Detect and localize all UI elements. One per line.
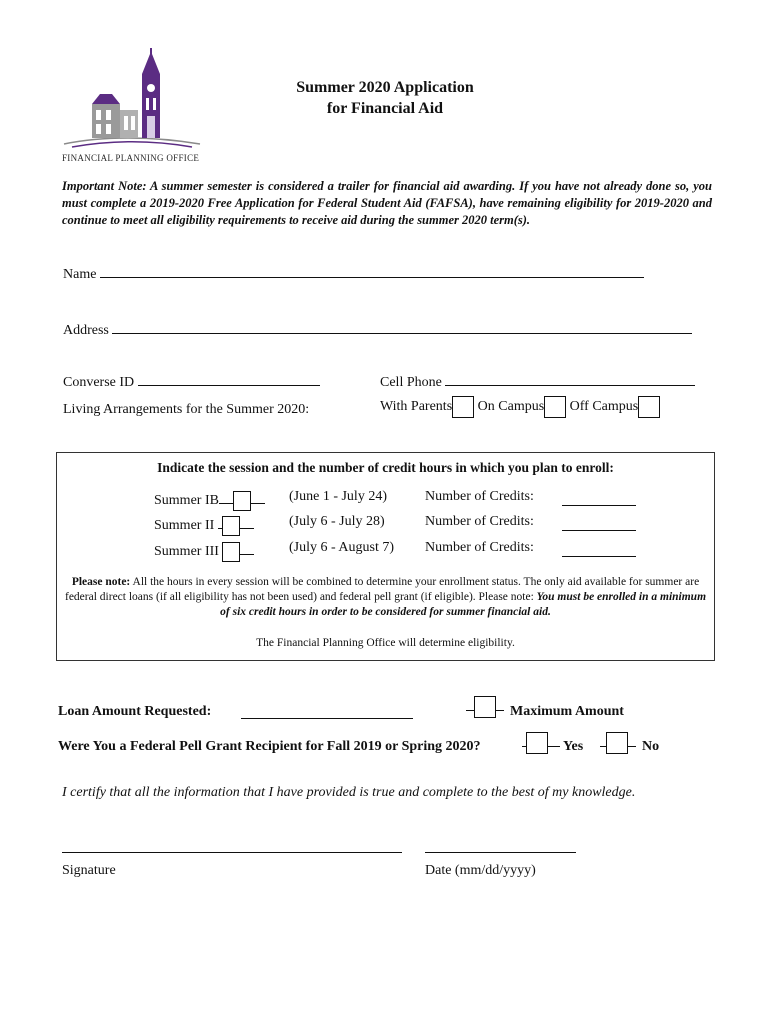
with-parents-checkbox[interactable]	[452, 396, 474, 418]
session-checkbox[interactable]	[222, 542, 240, 562]
pell-yes-label: Yes	[563, 739, 584, 754]
loan-label: Loan Amount Requested:	[58, 704, 212, 719]
please-note-emph-a: You must	[536, 591, 581, 603]
off-campus-checkbox[interactable]	[638, 396, 660, 418]
converse-id-field[interactable]	[138, 371, 320, 386]
session-row	[154, 540, 254, 562]
credits-field[interactable]	[562, 516, 636, 531]
address-label: Address	[63, 323, 109, 338]
sessions-panel	[56, 452, 715, 661]
credits-field[interactable]	[562, 491, 636, 506]
max-amount-group	[466, 696, 504, 718]
sessions-heading: Indicate the session and the number of credit hours in which you plan to enroll:	[157, 460, 614, 475]
credits-label: Number of Credits:	[425, 489, 534, 504]
session-name: Summer IB	[154, 493, 219, 508]
session-dates: (June 1 - July 24)	[289, 489, 387, 504]
name-label: Name	[63, 267, 97, 282]
converse-id-row	[63, 371, 320, 391]
certify-statement: I certify that all the information that I have provided is true and complete to the best of my knowledge.	[62, 785, 636, 800]
living-options	[380, 396, 660, 418]
credits-label: Number of Credits:	[425, 514, 534, 529]
page-title: Summer 2020 Application	[296, 79, 474, 96]
loan-amount-field[interactable]	[241, 704, 413, 719]
session-checkbox[interactable]	[233, 491, 251, 511]
session-dates: (July 6 - July 28)	[289, 514, 385, 529]
on-campus-label: On Campus	[477, 399, 545, 415]
off-campus-label: Off Campus	[569, 399, 639, 415]
please-note	[65, 575, 706, 620]
cell-phone-field[interactable]	[445, 371, 695, 386]
please-note-text: All the hours in every session will be combined to determine your enrollment status. The only aid available for summer are federal direct loans (if all eligibility has not been used) and federal pell grant (if eligible). Please note:	[65, 576, 700, 603]
signature-field[interactable]	[62, 838, 402, 853]
converse-id-label: Converse ID	[63, 375, 135, 390]
page-subtitle: for Financial Aid	[326, 100, 444, 117]
with-parents-label: With Parents	[380, 399, 453, 415]
eligibility-note: The Financial Planning Office will determine eligibility.	[256, 637, 515, 649]
session-checkbox[interactable]	[222, 516, 240, 536]
date-field[interactable]	[425, 838, 576, 853]
living-label: Living Arrangements for the Summer 2020:	[63, 402, 310, 417]
pell-no-group	[600, 732, 636, 754]
name-row	[63, 263, 644, 283]
pell-yes-group	[522, 732, 560, 754]
pell-question: Were You a Federal Pell Grant Recipient for Fall 2019 or Spring 2020?	[58, 739, 481, 754]
date-label: Date (mm/dd/yyyy)	[425, 863, 536, 878]
session-name: Summer III	[154, 544, 219, 559]
important-note: Important Note: A summer semester is considered a trailer for financial aid awarding. If you have not already done so, you must complete a 2019-2020 Free Application for Federal Student Aid (FAFSA), have remaining eligibility for 2019-2020 and continue to meet all eligibility requirements to receive aid during the summer 2020 term(s).	[62, 179, 712, 227]
address-row	[63, 319, 692, 339]
credits-label: Number of Credits:	[425, 540, 534, 555]
please-note-label: Please note:	[71, 576, 131, 588]
credits-field[interactable]	[562, 542, 636, 557]
signature-label: Signature	[62, 863, 116, 878]
please-note-emph-b: be enrolled in a minimum of six credit hours in order to be considered for summer financial aid.	[220, 591, 707, 618]
address-field[interactable]	[112, 319, 692, 334]
session-name: Summer II	[154, 518, 215, 533]
name-field[interactable]	[100, 263, 644, 278]
session-row	[154, 514, 254, 536]
pell-yes-checkbox[interactable]	[526, 732, 548, 754]
session-dates: (July 6 - August 7)	[289, 540, 394, 555]
pell-no-label: No	[642, 739, 660, 754]
cell-phone-label: Cell Phone	[380, 375, 442, 390]
on-campus-checkbox[interactable]	[544, 396, 566, 418]
max-amount-label: Maximum Amount	[510, 704, 624, 719]
session-row	[154, 489, 265, 511]
logo-text: FINANCIAL PLANNING OFFICE	[62, 153, 200, 163]
cell-phone-row	[380, 371, 695, 391]
pell-no-checkbox[interactable]	[606, 732, 628, 754]
max-amount-checkbox[interactable]	[474, 696, 496, 718]
